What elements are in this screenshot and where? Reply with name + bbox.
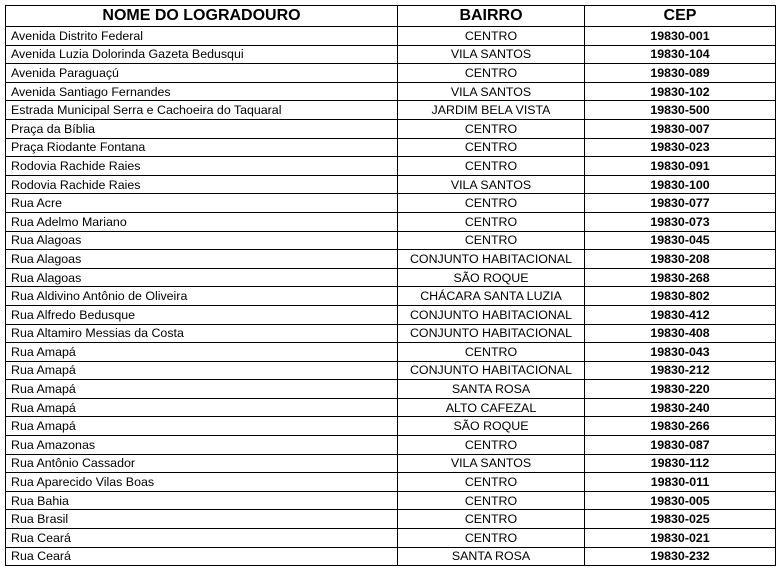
table-row (6, 361, 776, 380)
street-name-cell: Rua Brasil (6, 510, 398, 529)
cep-cell: 19830-045 (585, 231, 776, 250)
table-row (6, 436, 776, 455)
street-name-cell: Rodovia Rachide Raies (6, 175, 398, 194)
street-name-cell: Rua Amapá (6, 417, 398, 436)
street-name-cell: Rua Amapá (6, 343, 398, 362)
street-name-cell: Rua Amapá (6, 398, 398, 417)
street-name-cell: Avenida Luzia Dolorinda Gazeta Bedusqui (6, 45, 398, 64)
neighborhood-cell: CENTRO (398, 473, 585, 492)
neighborhood-cell: CENTRO (398, 27, 585, 46)
street-name-cell: Estrada Municipal Serra e Cachoeira do Taquaral (6, 101, 398, 120)
street-name-cell: Rua Aldivino Antônio de Oliveira (6, 287, 398, 306)
neighborhood-cell: CENTRO (398, 194, 585, 213)
cep-cell: 19830-001 (585, 27, 776, 46)
table-row (6, 64, 776, 83)
street-name-cell: Rua Antônio Cassador (6, 454, 398, 473)
neighborhood-cell: VILA SANTOS (398, 454, 585, 473)
header-street-name: NOME DO LOGRADOURO (6, 6, 398, 27)
cep-cell: 19830-073 (585, 212, 776, 231)
cep-cell: 19830-268 (585, 268, 776, 287)
street-name-cell: Rua Alagoas (6, 231, 398, 250)
cep-cell: 19830-021 (585, 529, 776, 548)
table-row (6, 175, 776, 194)
cep-cell: 19830-408 (585, 324, 776, 343)
street-name-cell: Avenida Paraguaçú (6, 64, 398, 83)
table-row (6, 380, 776, 399)
cep-cell: 19830-023 (585, 138, 776, 157)
cep-cell: 19830-043 (585, 343, 776, 362)
cep-cell: 19830-802 (585, 287, 776, 306)
cep-cell: 19830-089 (585, 64, 776, 83)
table-row (6, 398, 776, 417)
neighborhood-cell: CONJUNTO HABITACIONAL (398, 250, 585, 269)
neighborhood-cell: SÃO ROQUE (398, 268, 585, 287)
cep-cell: 19830-212 (585, 361, 776, 380)
cep-cell: 19830-007 (585, 119, 776, 138)
table-row (6, 473, 776, 492)
street-name-cell: Rua Alagoas (6, 250, 398, 269)
neighborhood-cell: CENTRO (398, 343, 585, 362)
neighborhood-cell: CENTRO (398, 138, 585, 157)
neighborhood-cell: SANTA ROSA (398, 380, 585, 399)
cep-cell: 19830-077 (585, 194, 776, 213)
neighborhood-cell: CENTRO (398, 231, 585, 250)
table-row (6, 27, 776, 46)
cep-cell: 19830-005 (585, 491, 776, 510)
neighborhood-cell: CONJUNTO HABITACIONAL (398, 361, 585, 380)
neighborhood-cell: CENTRO (398, 436, 585, 455)
street-name-cell: Rua Adelmo Mariano (6, 212, 398, 231)
street-name-cell: Rua Altamiro Messias da Costa (6, 324, 398, 343)
table-row (6, 454, 776, 473)
neighborhood-cell: VILA SANTOS (398, 45, 585, 64)
table-row (6, 529, 776, 548)
table-row (6, 268, 776, 287)
table-row (6, 212, 776, 231)
neighborhood-cell: CENTRO (398, 119, 585, 138)
street-name-cell: Rua Amazonas (6, 436, 398, 455)
cep-cell: 19830-112 (585, 454, 776, 473)
cep-cell: 19830-100 (585, 175, 776, 194)
table-row (6, 119, 776, 138)
cep-cell: 19830-025 (585, 510, 776, 529)
street-name-cell: Rua Acre (6, 194, 398, 213)
table-row (6, 82, 776, 101)
header-row (6, 6, 776, 27)
neighborhood-cell: SANTA ROSA (398, 547, 585, 566)
table-row (6, 45, 776, 64)
cep-cell: 19830-266 (585, 417, 776, 436)
cep-cell: 19830-087 (585, 436, 776, 455)
street-name-cell: Rua Bahia (6, 491, 398, 510)
neighborhood-cell: SÃO ROQUE (398, 417, 585, 436)
table-row (6, 287, 776, 306)
table-row (6, 417, 776, 436)
neighborhood-cell: VILA SANTOS (398, 82, 585, 101)
neighborhood-cell: CHÁCARA SANTA LUZIA (398, 287, 585, 306)
neighborhood-cell: CENTRO (398, 64, 585, 83)
neighborhood-cell: CONJUNTO HABITACIONAL (398, 305, 585, 324)
table-row (6, 305, 776, 324)
table-row (6, 343, 776, 362)
street-name-cell: Avenida Distrito Federal (6, 27, 398, 46)
street-name-cell: Rua Ceará (6, 529, 398, 548)
table-row (6, 510, 776, 529)
neighborhood-cell: CENTRO (398, 510, 585, 529)
neighborhood-cell: CENTRO (398, 529, 585, 548)
cep-cell: 19830-208 (585, 250, 776, 269)
street-name-cell: Rua Ceará (6, 547, 398, 566)
cep-cell: 19830-091 (585, 157, 776, 176)
street-cep-table (5, 5, 776, 566)
neighborhood-cell: CONJUNTO HABITACIONAL (398, 324, 585, 343)
table-row (6, 194, 776, 213)
neighborhood-cell: CENTRO (398, 212, 585, 231)
street-name-cell: Rua Amapá (6, 380, 398, 399)
neighborhood-cell: JARDIM BELA VISTA (398, 101, 585, 120)
neighborhood-cell: CENTRO (398, 491, 585, 510)
cep-cell: 19830-102 (585, 82, 776, 101)
neighborhood-cell: ALTO CAFEZAL (398, 398, 585, 417)
cep-cell: 19830-220 (585, 380, 776, 399)
header-neighborhood: BAIRRO (398, 6, 585, 27)
street-name-cell: Rua Alagoas (6, 268, 398, 287)
table-row (6, 231, 776, 250)
table-row (6, 157, 776, 176)
street-name-cell: Avenida Santiago Fernandes (6, 82, 398, 101)
cep-cell: 19830-011 (585, 473, 776, 492)
table-row (6, 101, 776, 120)
street-name-cell: Rua Aparecido Vilas Boas (6, 473, 398, 492)
table-body (6, 27, 776, 566)
neighborhood-cell: CENTRO (398, 157, 585, 176)
neighborhood-cell: VILA SANTOS (398, 175, 585, 194)
table-row (6, 250, 776, 269)
table-row (6, 547, 776, 566)
street-name-cell: Rodovia Rachide Raies (6, 157, 398, 176)
header-cep: CEP (585, 6, 776, 27)
cep-cell: 19830-240 (585, 398, 776, 417)
table-row (6, 138, 776, 157)
cep-cell: 19830-232 (585, 547, 776, 566)
table-row (6, 324, 776, 343)
cep-cell: 19830-104 (585, 45, 776, 64)
table-row (6, 491, 776, 510)
cep-cell: 19830-412 (585, 305, 776, 324)
cep-cell: 19830-500 (585, 101, 776, 120)
street-name-cell: Rua Alfredo Bedusque (6, 305, 398, 324)
street-name-cell: Rua Amapá (6, 361, 398, 380)
street-name-cell: Praça da Bíblia (6, 119, 398, 138)
street-name-cell: Praça Riodante Fontana (6, 138, 398, 157)
